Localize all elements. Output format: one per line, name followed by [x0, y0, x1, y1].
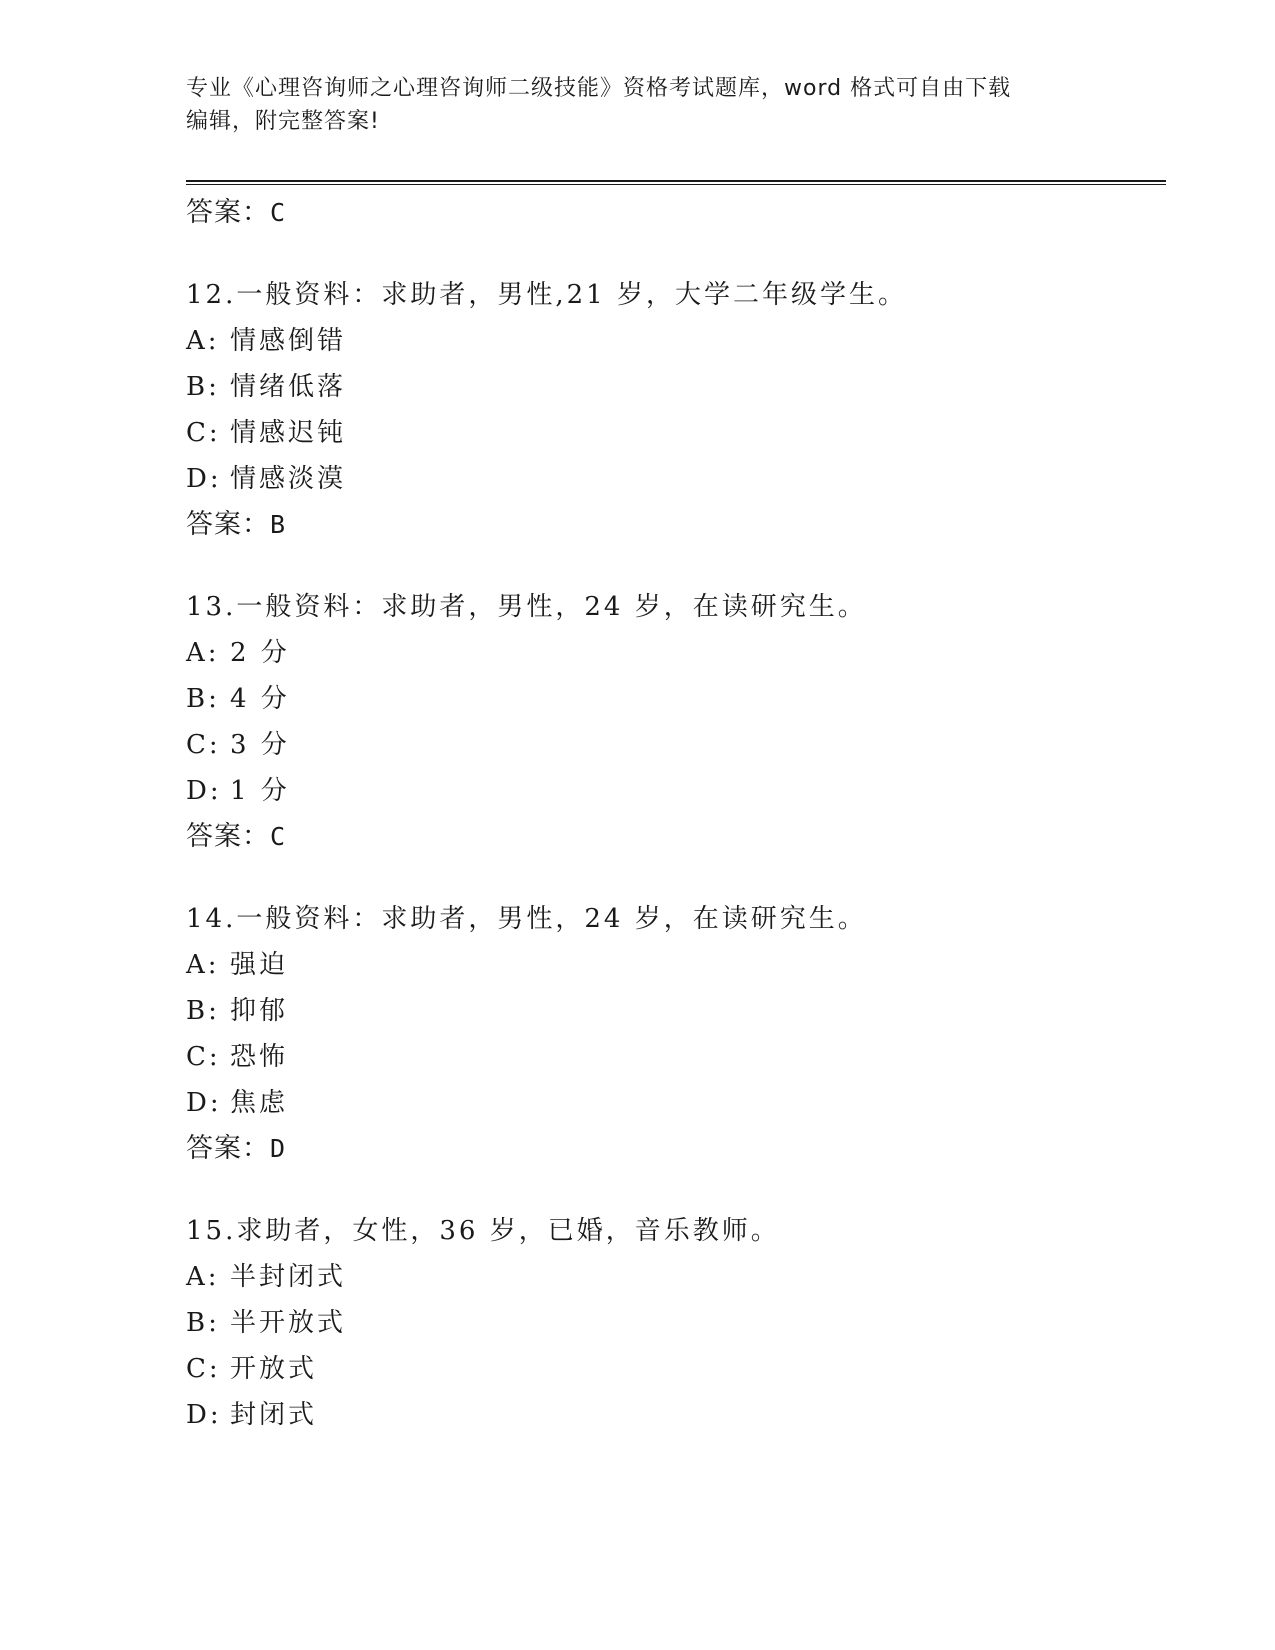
option-d [186, 1392, 1166, 1438]
option-text: 情绪低落 [230, 372, 347, 402]
question-14 [186, 896, 1166, 1172]
option-b [186, 364, 1166, 410]
option-text: 情感倒错 [230, 326, 347, 356]
option-key: A: [186, 1262, 220, 1292]
option-d [186, 768, 1166, 814]
option-text: 恐怖 [230, 1042, 289, 1072]
answer-line [186, 502, 1166, 548]
option-text: 情感淡漠 [230, 464, 347, 494]
header-divider [186, 180, 1166, 185]
option-text: 焦虑 [230, 1088, 289, 1118]
option-key: B: [186, 684, 220, 714]
option-key: A: [186, 326, 220, 356]
option-text: 开放式 [230, 1354, 318, 1384]
header-line-1: 专业《心理咨询师之心理咨询师二级技能》资格考试题库，word 格式可自由下载 [186, 76, 1012, 101]
option-key: C: [186, 418, 221, 448]
answer-line [186, 1126, 1166, 1172]
option-c [186, 1346, 1166, 1392]
option-text: 抑郁 [230, 996, 289, 1026]
option-text: 4 分 [230, 684, 290, 714]
question-list [186, 190, 1166, 1438]
question-stem: 12.一般资料：求助者，男性,21 岁，大学二年级学生。 [186, 280, 907, 310]
option-d [186, 1080, 1166, 1126]
option-key: B: [186, 1308, 220, 1338]
answer-value: C [270, 198, 287, 227]
answer-label: 答案： [186, 821, 270, 852]
option-a [186, 630, 1166, 676]
answer-label: 答案： [186, 1133, 270, 1164]
option-text: 2 分 [230, 638, 290, 668]
answer-line [186, 814, 1166, 860]
option-key: D: [186, 1400, 222, 1430]
answer-value: D [270, 1134, 287, 1163]
option-text: 强迫 [230, 950, 289, 980]
option-text: 封闭式 [230, 1400, 318, 1430]
option-key: A: [186, 950, 220, 980]
answer-label: 答案： [186, 509, 270, 540]
answer-line [186, 190, 1166, 236]
document-header [186, 72, 1086, 138]
option-text: 1 分 [230, 776, 290, 806]
answer-value: C [270, 822, 287, 851]
option-d [186, 456, 1166, 502]
answer-label: 答案： [186, 197, 270, 228]
question-stem: 14.一般资料：求助者，男性，24 岁，在读研究生。 [186, 904, 867, 934]
option-a [186, 318, 1166, 364]
option-key: B: [186, 372, 220, 402]
option-key: D: [186, 464, 222, 494]
option-key: A: [186, 638, 220, 668]
question-stem: 13.一般资料：求助者，男性，24 岁，在读研究生。 [186, 592, 867, 622]
option-key: C: [186, 1354, 221, 1384]
option-c [186, 722, 1166, 768]
option-text: 半封闭式 [230, 1262, 347, 1292]
option-key: D: [186, 776, 222, 806]
option-text: 3 分 [230, 730, 290, 760]
option-b [186, 676, 1166, 722]
question-stem: 15.求助者，女性，36 岁，已婚，音乐教师。 [186, 1216, 780, 1246]
option-b [186, 1300, 1166, 1346]
question-13 [186, 584, 1166, 860]
option-key: B: [186, 996, 220, 1026]
option-key: C: [186, 730, 221, 760]
option-text: 半开放式 [230, 1308, 347, 1338]
header-line-2: 编辑，附完整答案! [186, 109, 380, 134]
question-12 [186, 272, 1166, 548]
answer-value: B [270, 510, 287, 539]
option-c [186, 1034, 1166, 1080]
option-a [186, 942, 1166, 988]
option-key: C: [186, 1042, 221, 1072]
option-a [186, 1254, 1166, 1300]
question-15 [186, 1208, 1166, 1438]
option-b [186, 988, 1166, 1034]
option-c [186, 410, 1166, 456]
option-key: D: [186, 1088, 222, 1118]
option-text: 情感迟钝 [230, 418, 347, 448]
